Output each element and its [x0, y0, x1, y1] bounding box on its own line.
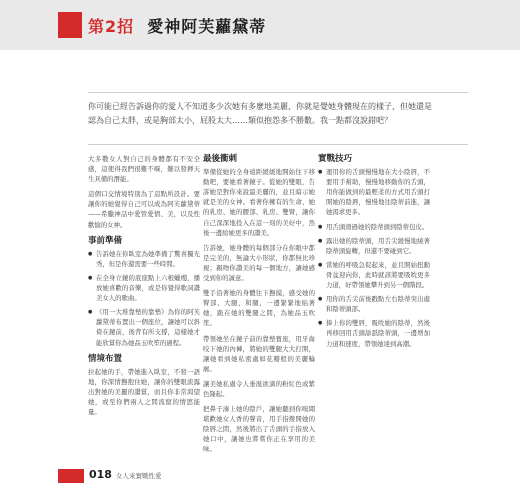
list-item: ● 在全身立鏡的底座點上六根蠟燭，播放她喜歡的音樂，或是你覺得歌詞讚美女人的歌曲。 — [88, 273, 200, 303]
prep-list — [88, 249, 200, 348]
chapter-title: 愛神阿芙蘿黛蒂 — [147, 17, 267, 36]
book-title: 女人來實戰性愛 — [116, 472, 162, 480]
technique-list — [318, 167, 430, 349]
chapter-number: 第2招 — [88, 17, 135, 36]
column-3 — [318, 154, 430, 353]
section-heading-technique: 實戰技巧 — [318, 154, 353, 164]
paragraph: 大多數女人對自己的身體都有不安全感，這使得我們很難不嘔，難以發揮天生具備的潛能。 — [88, 155, 200, 184]
intro-bottom-rule — [88, 144, 468, 145]
section-heading-setup: 情境布置 — [88, 353, 123, 364]
list-item: ● 運用你的舌頭慢慢地在大小陰唇，不要用手幫助，慢慢地移動你的舌頭，用你能做到的最輕柔的方式用舌頭打開她的陰唇，慢慢地往陰蒂前進，讓她渴求更多。 — [318, 167, 430, 217]
paragraph: 告訴她，她身體的每個部分在你眼中都是完美的，無論大小形狀，你都無比珍視；親吻你讚美的每一個地方，讓她感受到你的誠意。 — [203, 243, 315, 283]
paragraph: 這個口交情境特別為了這點所設計。要讓你的她覺得自己可以成為阿芙蘿黛蒂——希臘神話中愛管愛情、美，以及性歡愉的女神。 — [88, 190, 200, 229]
list-item: ● 用你的舌尖前後戳點左右陰蒂突出處和陰蒂頭部。 — [318, 294, 430, 314]
page-title — [88, 14, 266, 37]
section-heading-prep: 事前準備 — [88, 235, 123, 246]
list-item: ● 露出她的陰蒂頭，用舌尖緩慢地繞著陰蒂頭旋轉，但還不要碰到它。 — [318, 236, 430, 256]
footer-accent-block — [58, 469, 84, 483]
list-item: ● 捧上你的雙唇，吸吮她的陰蒂，然後再移回用舌頭舔舐陰蒂頭，一邊增加力道和速度，帶領她達到高潮。 — [318, 318, 430, 348]
paragraph: 準備從她的全身遠距緩緩地開始往下移動吧，要她看著鏡子。從她的雙眼，告訴她是對你來說最美麗的，並且暗示她就是美的女神。看著你擁有的生命、她的乳房、她的腰部、乳房、雙臂，讓你自己深深地投入在這一刻的美好中，然後一邊給她更多的讚美。 — [203, 168, 315, 237]
paragraph: 拉起她的手，帶她進入臥室，不發一語地，你深情撫抱住她，讓你的雙眼流露出對她的美麗的讚賞，而且你非常渴望她，或至你們兩人之間流竄的情慾能量。 — [88, 367, 200, 417]
paragraph: 讓美她私處令人垂涎欲滴的粉紅色或紫色隆起。 — [203, 379, 315, 398]
intro-paragraph: 你可能已經告訴過你的愛人不知道多少次她有多麼地美麗，你就是覺她身體現在的樣子，但她還是認為自己太胖，或是胸部太小，屁股太大……類似抱怨多不勝數。我一點都沒說錯吧？ — [88, 102, 432, 125]
list-item: ● 《用一大堆靠墊的靠墊》為你的阿芙蘿黛蒂布置出一個座位，讓她可以斜倚在鏡前，後背有所支撐，這樣她才能欣賞你為她品玉吹笙的過程。 — [88, 307, 200, 347]
paragraph: 把鼻子湊上她的陰戶，讓她聽到你嗅聞堪歡她女人香的聲音，用手指撥開她的陰唇之間，然後將出了舌頭的手指放入她口中，讓她也嘗嘗你正在享用的美味。 — [203, 405, 315, 454]
column-2 — [203, 154, 315, 460]
list-item: ● 用舌頭滑過她的陰蒂頭到陰蒂包皮。 — [318, 222, 430, 232]
list-item: ● 告訴她在你臥室為她準備了驚喜獨光秀，但是你還需要一些時間。 — [88, 249, 200, 269]
page-number: 018 — [89, 468, 112, 481]
section-heading-final: 最後衝刺 — [203, 154, 238, 164]
column-1 — [88, 154, 200, 422]
paragraph: 帶領她坐在鏡子前的靠墊寶座，用牙齒咬下她的內褲，將她的雙腿大大打開，讓她看到她私密處如花瓣般的美麗輪廓。 — [203, 334, 315, 373]
intro-top-rule — [88, 92, 468, 93]
red-accent-block — [58, 12, 82, 38]
list-item: ● 當她的呼吸急促起來，並且開始扭動骨盆迎向你，此時就該將要吸吮更多力道，好帶領她攀升到另一個階段。 — [318, 260, 430, 290]
paragraph: 雙手沿著她的身體往下撫摸，感受她的臀部、大腿、和腿，一邊緊緊地貼著她，跪在她的雙腿之間，為她品玉吹笙。 — [203, 289, 315, 328]
